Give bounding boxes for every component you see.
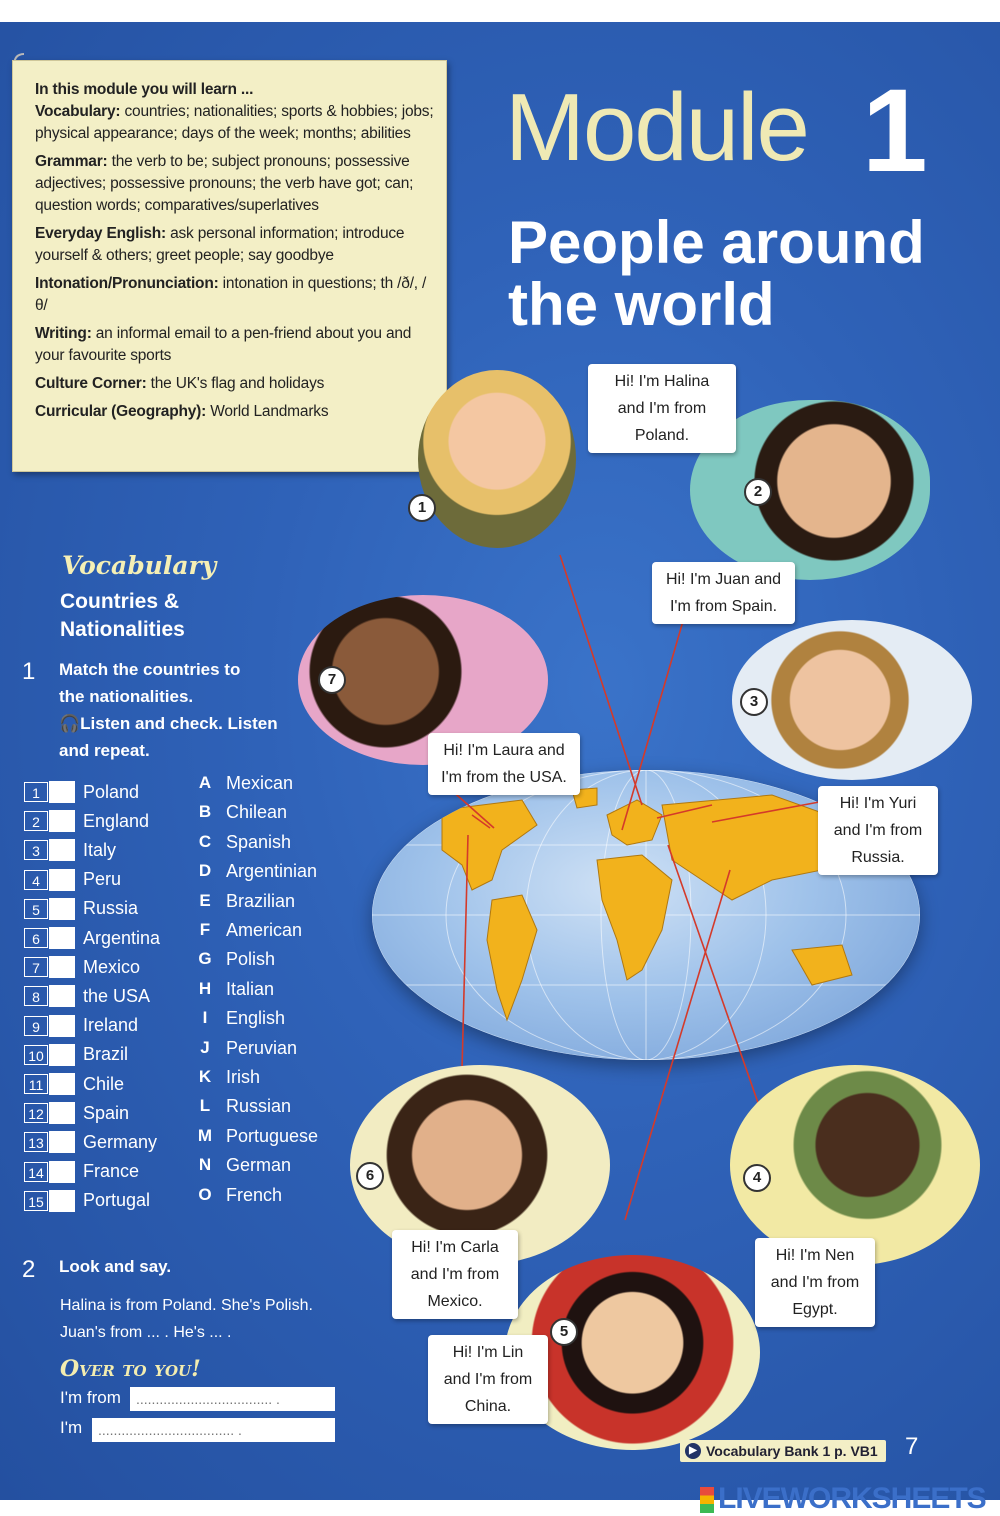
nationality-name: Spanish [226, 831, 292, 852]
country-name: Argentina [83, 927, 161, 948]
country-number: 1 [24, 782, 48, 802]
country-row [24, 837, 116, 863]
nationality-name: Argentinian [226, 861, 318, 882]
country-name: Russia [83, 898, 139, 919]
country-number: 5 [24, 899, 48, 919]
module-number: 1 [862, 65, 928, 197]
carla-speech-bubble: Hi! I'm Carla and I'm from Mexico. [392, 1230, 518, 1319]
learn-everyday-english: Everyday English: ask personal information; introduce yourself & others; greet people; say goodbye [35, 225, 405, 264]
country-name: Portugal [83, 1190, 151, 1211]
country-row [24, 779, 139, 805]
country-number: 7 [24, 957, 48, 977]
country-row [24, 1042, 128, 1068]
exercise-1-instructions: Match the countries to the nationalities. 🎧Listen and check. Listen and repeat. [59, 660, 278, 760]
country-name: Poland [83, 781, 140, 802]
nationality-letter: K [198, 1067, 212, 1086]
country-number: 12 [24, 1103, 48, 1123]
nationality-letter: J [200, 1037, 210, 1057]
halina-photo [418, 370, 576, 548]
nationality-name: Mexican [226, 773, 294, 793]
nationality-letter: G [198, 949, 212, 969]
nationality-letter: F [199, 920, 211, 939]
answer-box[interactable] [49, 839, 75, 861]
country-number: 13 [24, 1132, 48, 1152]
lin-speech-bubble: Hi! I'm Lin and I'm from China. [428, 1335, 548, 1424]
nationality-letter: N [198, 1155, 212, 1175]
nationality-letter: E [199, 890, 211, 910]
nationality-letter: B [198, 802, 212, 822]
country-row [24, 808, 149, 834]
headphones-icon: 🎧 [59, 714, 81, 733]
country-name: England [83, 810, 150, 831]
country-name: Brazil [83, 1044, 129, 1065]
yuri-photo [732, 620, 972, 780]
nen-photo [730, 1065, 980, 1265]
country-name: Spain [83, 1102, 130, 1123]
nen-speech-bubble: Hi! I'm Nen and I'm from Egypt. [755, 1238, 875, 1327]
nationality-letter: D [198, 861, 212, 881]
nationality-letter: H [198, 978, 212, 998]
country-name: Germany [83, 1131, 158, 1152]
answer-box[interactable] [49, 1190, 75, 1212]
country-number: 3 [24, 840, 48, 860]
person-number-badge-1: 1 [408, 494, 436, 522]
country-row [24, 1159, 139, 1185]
answer-box[interactable] [49, 1044, 75, 1066]
learn-grammar: Grammar: the verb to be; subject pronouns; possessive adjectives; possessive pronouns; the verb have got; can; question words; comparatives/superlatives [35, 153, 414, 214]
country-row [24, 1071, 124, 1097]
person-number-badge-6: 6 [356, 1162, 384, 1190]
answer-box[interactable] [49, 1131, 75, 1153]
exercise-1-number: 1 [22, 658, 36, 685]
fast-forward-icon: ▶ [685, 1443, 701, 1459]
country-name: the USA [83, 985, 151, 1006]
country-number: 2 [24, 811, 48, 831]
logo-mark-icon [700, 1487, 714, 1513]
nationality-letter: L [199, 1096, 211, 1116]
learn-pronunciation: Intonation/Pronunciation: intonation in questions; th /ð/, /θ/ [35, 275, 427, 314]
country-row [24, 925, 160, 951]
country-number: 8 [24, 986, 48, 1006]
im-nationality-input[interactable] [92, 1418, 335, 1442]
im-from-label: I'm from [60, 1388, 121, 1407]
country-row [24, 867, 121, 893]
country-row [24, 1100, 129, 1126]
answer-box[interactable] [49, 1161, 75, 1183]
answer-box[interactable] [49, 781, 75, 803]
learn-culture: Culture Corner: the UK's flag and holidays [35, 375, 325, 392]
country-number: 11 [24, 1074, 48, 1094]
country-row [24, 896, 138, 922]
exercise-2-prompt: Juan's from ... . He's ... . [60, 1324, 232, 1341]
exercise-2-example: Halina is from Poland. She's Polish. [60, 1297, 313, 1314]
country-name: Mexico [83, 956, 141, 977]
learn-intro: In this module you will learn ... [35, 81, 254, 98]
answer-box[interactable] [49, 1073, 75, 1095]
country-name: France [83, 1161, 140, 1182]
nationality-name: Polish [226, 949, 276, 970]
nationality-name: Irish [226, 1067, 261, 1087]
country-number: 10 [24, 1045, 48, 1065]
nationality-name: Brazilian [226, 890, 296, 911]
answer-box[interactable] [49, 985, 75, 1007]
country-row [24, 954, 140, 980]
person-number-badge-2: 2 [744, 478, 772, 506]
country-row [24, 1013, 138, 1039]
nationality-name: Portuguese [226, 1125, 319, 1146]
answer-box[interactable] [49, 1102, 75, 1124]
answer-box[interactable] [49, 1015, 75, 1037]
country-row [24, 983, 150, 1009]
learn-vocabulary: Vocabulary: countries; nationalities; sports & hobbies; jobs; physical appearance; days of the week; months; abilities [35, 103, 434, 142]
countries-nationalities-heading: Countries & Nationalities [60, 590, 185, 641]
yuri-speech-bubble: Hi! I'm Yuri and I'm from Russia. [818, 786, 938, 875]
person-number-badge-3: 3 [740, 688, 768, 716]
nationality-name: Italian [226, 978, 275, 999]
learn-writing: Writing: an informal email to a pen-friend about you and your favourite sports [35, 325, 412, 364]
learn-box [12, 60, 447, 472]
answer-box[interactable] [49, 956, 75, 978]
nationality-name: Russian [226, 1096, 292, 1117]
nationality-letter: A [198, 773, 212, 792]
vocabulary-heading: Vocabulary [62, 551, 217, 580]
liveworksheets-logo: LIVEWORKSHEETS [700, 1482, 986, 1516]
country-number: 9 [24, 1016, 48, 1036]
learn-curricular: Curricular (Geography): World Landmarks [35, 403, 329, 420]
nationality-letter: O [198, 1184, 212, 1204]
country-number: 4 [24, 870, 48, 890]
im-from-input[interactable] [130, 1387, 335, 1411]
answer-box[interactable] [49, 869, 75, 891]
exercise-2-number: 2 [22, 1256, 36, 1283]
nationality-name: American [226, 920, 303, 940]
country-number: 15 [24, 1191, 48, 1211]
answer-box[interactable] [49, 810, 75, 832]
nationality-name: Chilean [226, 802, 288, 823]
nationality-letter: M [197, 1125, 213, 1145]
person-number-badge-5: 5 [550, 1318, 578, 1346]
person-number-badge-7: 7 [318, 666, 346, 694]
module-word: Module [505, 74, 808, 181]
answer-box[interactable] [49, 927, 75, 949]
nationality-name: French [226, 1184, 283, 1205]
halina-speech-bubble: Hi! I'm Halina and I'm from Poland. [588, 364, 736, 453]
country-name: Peru [83, 869, 122, 890]
nationality-letter: I [202, 1008, 208, 1028]
country-name: Italy [83, 839, 117, 860]
nationality-name: English [226, 1008, 286, 1029]
laura-speech-bubble: Hi! I'm Laura and I'm from the USA. [428, 733, 580, 795]
country-number: 6 [24, 928, 48, 948]
over-to-you-heading: Over to you! [60, 1356, 201, 1382]
country-row [24, 1129, 157, 1155]
im-label: I'm [60, 1418, 83, 1437]
answer-box[interactable] [49, 898, 75, 920]
country-name: Chile [83, 1073, 125, 1094]
vocabulary-bank-reference[interactable]: ▶ Vocabulary Bank 1 p. VB1 [680, 1440, 886, 1462]
country-number: 14 [24, 1162, 48, 1182]
juan-speech-bubble: Hi! I'm Juan and I'm from Spain. [652, 562, 795, 624]
exercise-2-heading: Look and say. [59, 1257, 172, 1276]
country-name: Ireland [83, 1015, 139, 1036]
page-title: People around the world [508, 209, 925, 338]
page-number: 7 [905, 1433, 919, 1460]
person-number-badge-4: 4 [743, 1164, 771, 1192]
country-row [24, 1188, 150, 1214]
nationality-letter: C [198, 831, 212, 851]
nationality-name: German [226, 1155, 292, 1176]
nationality-name: Peruvian [226, 1037, 298, 1058]
